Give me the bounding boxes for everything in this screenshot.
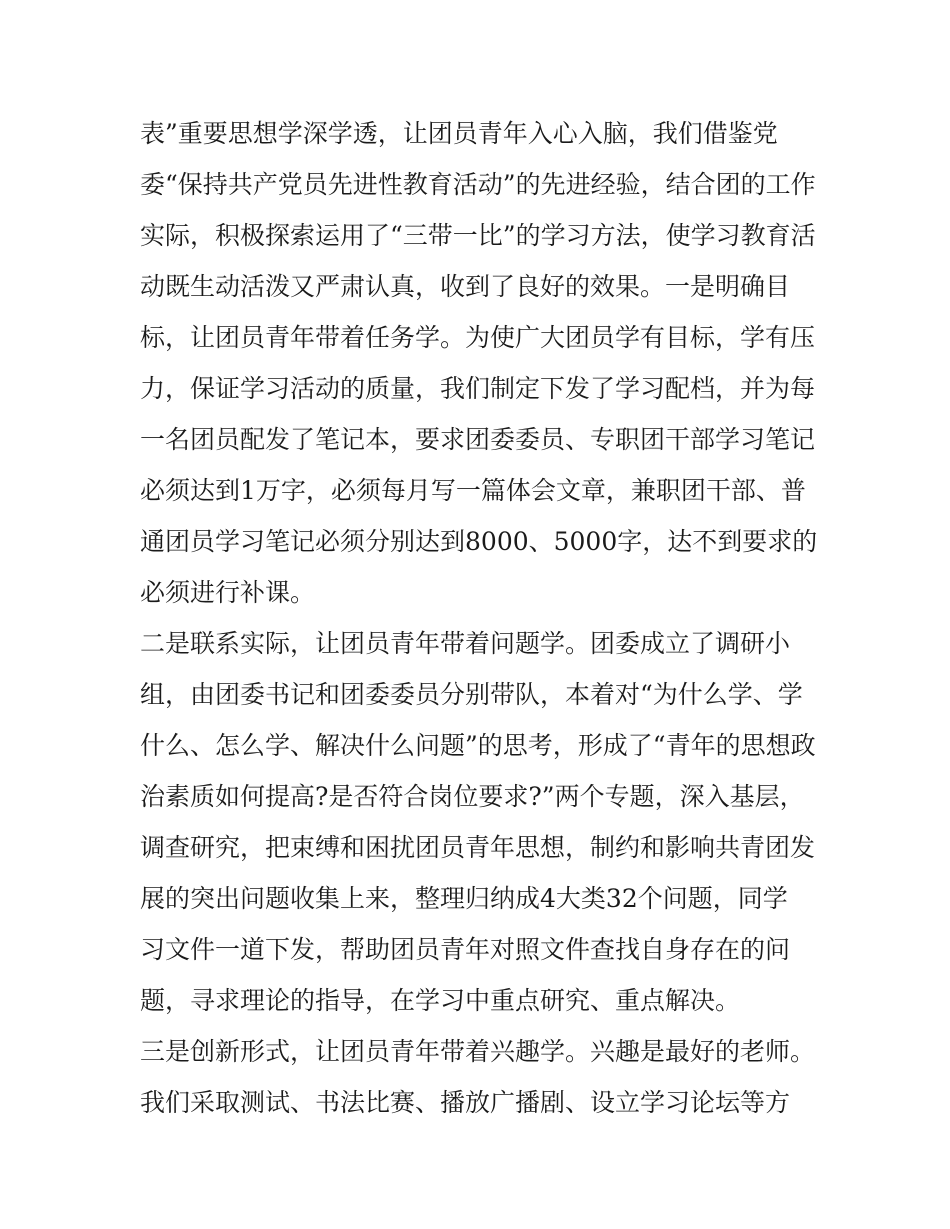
text-line: 治素质如何提高?是否符合岗位要求?”两个专题，深入基层，: [140, 782, 805, 811]
text-line: 展的突出问题收集上来，整理归纳成4大类32个问题，同学: [140, 884, 788, 913]
text-line: 表”重要思想学深学透，让团员青年入心入脑，我们借鉴党: [140, 119, 778, 148]
text-line: 组，由团委书记和团委委员分别带队，本着对“为什么学、学: [140, 680, 803, 709]
text-line: 动既生动活泼又严肃认真，收到了良好的效果。一是明确目: [140, 272, 791, 301]
text-line: 二是联系实际，让团员青年带着问题学。团委成立了调研小: [140, 629, 791, 658]
text-line: 必须达到1万字，必须每月写一篇体会文章，兼职团干部、普: [140, 476, 806, 505]
text-line: 三是创新形式，让团员青年带着兴趣学。兴趣是最好的老师。: [140, 1037, 816, 1066]
text-line: 标，让团员青年带着任务学。为使广大团员学有目标，学有压: [140, 323, 816, 352]
text-line: 一名团员配发了笔记本，要求团委委员、专职团干部学习笔记: [140, 425, 816, 454]
text-line: 实际，积极探索运用了“三带一比”的学习方法，使学习教育活: [140, 221, 816, 250]
text-line: 题，寻求理论的指导，在学习中重点研究、重点解决。: [140, 986, 741, 1015]
text-line: 通团员学习笔记必须分别达到8000、5000字，达不到要求的: [140, 527, 818, 556]
body-text: [140, 108, 820, 1128]
text-line: 我们采取测试、书法比赛、播放广播剧、设立学习论坛等方: [140, 1088, 791, 1117]
text-line: 什么、怎么学、解决什么问题”的思考，形成了“青年的思想政: [140, 731, 816, 760]
text-line: 必须进行补课。: [140, 578, 316, 607]
text-line: 委“保持共产党员先进性教育活动”的先进经验，结合团的工作: [140, 170, 816, 199]
text-line: 习文件一道下发，帮助团员青年对照文件查找自身存在的问: [140, 935, 791, 964]
text-line: 力，保证学习活动的质量，我们制定下发了学习配档，并为每: [140, 374, 816, 403]
text-line: 调查研究，把束缚和困扰团员青年思想，制约和影响共青团发: [140, 833, 816, 862]
